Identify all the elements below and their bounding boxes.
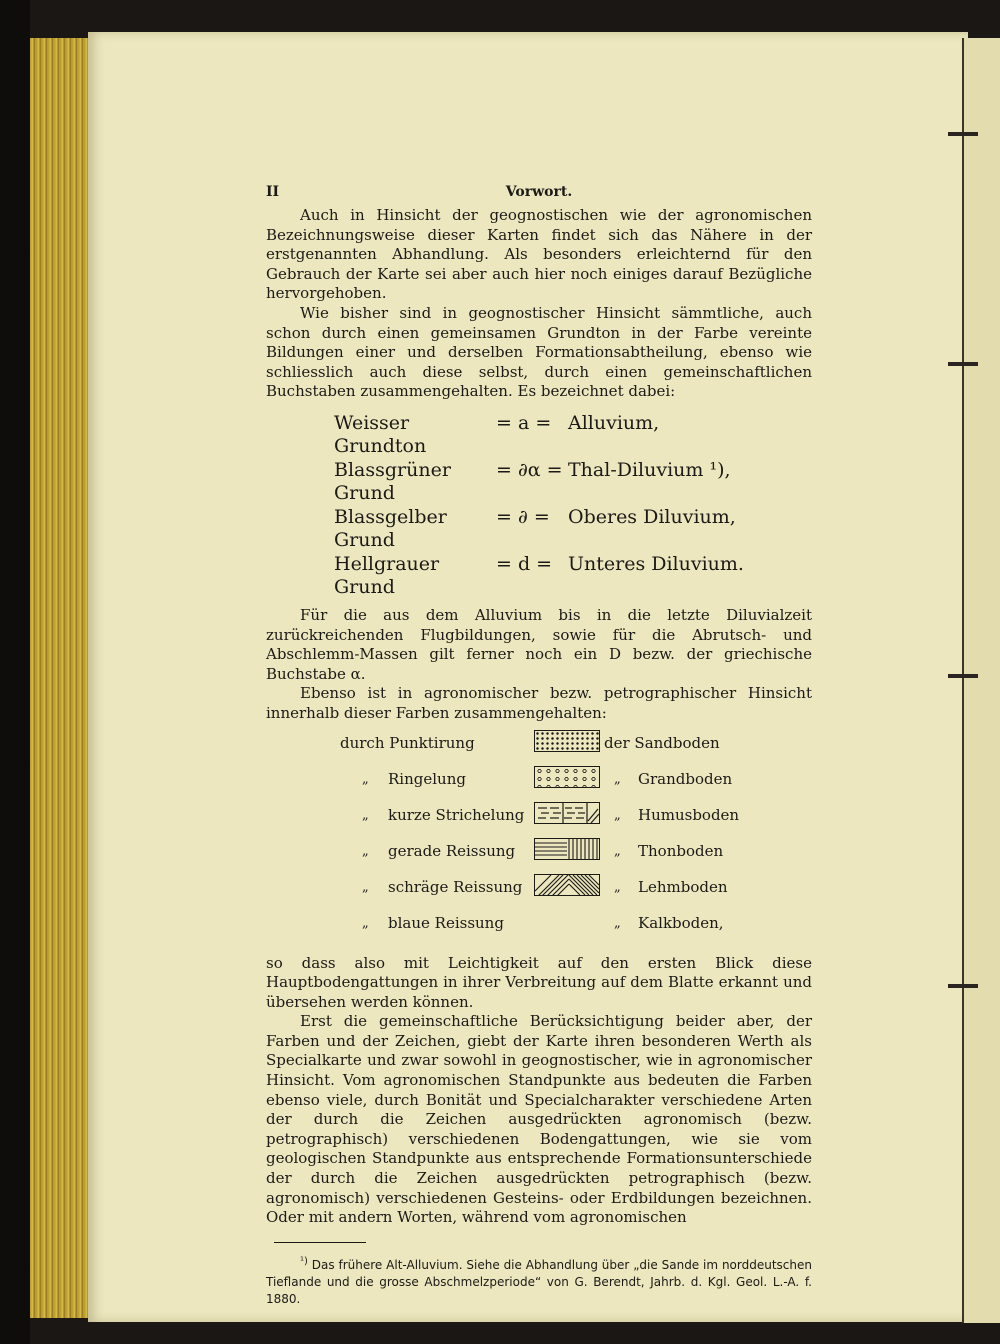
formation-name: Oberes Diluvium,	[568, 505, 736, 528]
formation-row	[334, 459, 812, 506]
page-title: Vorwort.	[505, 184, 573, 200]
next-page-edge	[962, 38, 1000, 1323]
footnote	[266, 1253, 812, 1308]
formation-row	[334, 412, 812, 459]
ditto-mark: „	[362, 843, 369, 859]
legend-row	[266, 730, 812, 766]
oblique-hatch-swatch	[534, 874, 600, 896]
soil-legend	[266, 730, 812, 946]
footnote-marker: ¹)	[300, 1255, 308, 1267]
legend-row	[266, 874, 812, 910]
ditto-mark: „	[614, 843, 621, 859]
ditto-mark: „	[614, 879, 621, 895]
running-header	[266, 180, 812, 206]
dash-pattern-swatch	[534, 802, 600, 824]
legend-label: kurze Strichelung	[388, 805, 525, 824]
ditto-mark: „	[362, 915, 369, 931]
ditto-mark: „	[362, 879, 369, 895]
formation-color: Weisser Grundton	[334, 411, 427, 458]
book-spine-edge	[0, 0, 30, 1344]
page-edges	[30, 38, 92, 1318]
legend-result: Humusboden	[638, 805, 740, 824]
formation-symbol: = d =	[496, 552, 553, 575]
page-tab-mark	[948, 132, 978, 136]
legend-row	[266, 838, 812, 874]
legend-result: der Sandboden	[604, 733, 720, 752]
formation-color: Hellgrauer Grund	[334, 552, 440, 599]
footnote-divider	[274, 1242, 366, 1243]
formation-name: Alluvium,	[568, 411, 660, 434]
paragraph: so dass also mit Leichtigkeit auf den ersten Blick diese Hauptbodengattungen in ihrer Verbreitung auf dem Blatte erkannt und übersehen werden können.	[266, 953, 812, 1011]
formation-name: Thal-Diluvium ¹),	[568, 458, 731, 481]
page-tab-mark	[948, 984, 978, 988]
legend-label: Ringelung	[388, 769, 466, 788]
formation-symbol: = ∂α =	[496, 458, 563, 481]
legend-label: schräge Reissung	[388, 877, 523, 896]
paragraph: Auch in Hinsicht der geognostischen wie der agronomischen Bezeichnungsweise dieser Karten findet sich das Nähere in der erstgenannten Abhandlung. Als besonders erleichternd für den Gebrauch der Karte sei aber auch hier noch einiges darauf Bezügliche hervorgehoben.	[266, 206, 812, 303]
formation-color: Blassgrüner Grund	[334, 458, 451, 505]
ditto-mark: „	[614, 807, 621, 823]
legend-result: Lehmboden	[638, 877, 728, 896]
paragraph: Ebenso ist in agronomischer bezw. petrographischer Hinsicht innerhalb dieser Farben zusammengehalten:	[266, 684, 812, 722]
legend-row	[266, 802, 812, 838]
legend-row	[266, 910, 812, 946]
ditto-mark: „	[362, 771, 369, 787]
formation-row	[334, 506, 812, 553]
legend-result: Thonboden	[638, 841, 724, 860]
formation-color: Blassgelber Grund	[334, 505, 447, 552]
legend-result: Kalkboden,	[638, 913, 724, 932]
formation-row	[334, 553, 812, 600]
paragraph: Erst die gemeinschaftliche Berücksichtigung beider aber, der Farben und der Zeichen, giebt der Karte ihren besonderen Werth als Specialkarte und zwar sowohl in geognostischer, wie in agronomischer Hinsicht. Vom agronomischen Standpunkte aus bedeuten die Farben ebenso viele, durch Bonität und Specialcharakter verschiedene Arten der durch die Zeichen ausgedrückten agronomisch (bezw. petrographisch) verschiedenen Bodengattungen, wie sie vom geologischen Standpunkte aus entsprechende Formationsunterschiede der durch die Zeichen ausgedrückten petrographisch (bezw. agronomisch) verschiedenen Gesteins- oder Erdbildungen bezeichnen. Oder mit andern Worten, während vom agronomischen	[266, 1012, 812, 1227]
legend-row	[266, 766, 812, 802]
formation-symbol: = ∂ =	[496, 505, 550, 528]
ditto-mark: „	[614, 915, 621, 931]
dotted-pattern-swatch	[534, 730, 600, 752]
footnote-text: Das frühere Alt-Alluvium. Siehe die Abhandlung über „die Sande im norddeutschen Tieflande und die grosse Abschmelzperiode“ von G. Berendt, Jahrb. d. Kgl. Geol. L.-A. f. 1880.	[266, 1257, 812, 1306]
page-tab-mark	[948, 674, 978, 678]
ring-pattern-swatch	[534, 766, 600, 788]
legend-label: blaue Reissung	[388, 913, 504, 932]
ditto-mark: „	[362, 807, 369, 823]
straight-hatch-swatch	[534, 838, 600, 860]
ditto-mark: „	[614, 771, 621, 787]
legend-label: durch Punktirung	[340, 733, 475, 752]
paragraph: Für die aus dem Alluvium bis in die letzte Diluvialzeit zurückreichenden Flugbildungen, sowie für die Abrutsch- und Abschlemm-Massen gilt ferner noch ein D bezw. der griechische Buchstabe α.	[266, 605, 812, 683]
formation-key	[334, 412, 812, 600]
legend-label: gerade Reissung	[388, 841, 516, 860]
page-number: II	[266, 184, 280, 200]
legend-result: Grandboden	[638, 769, 733, 788]
formation-name: Unteres Diluvium.	[568, 552, 744, 575]
page-content	[266, 180, 812, 1308]
formation-symbol: = a =	[496, 411, 552, 434]
page-tab-mark	[948, 362, 978, 366]
paragraph: Wie bisher sind in geognostischer Hinsicht sämmtliche, auch schon durch einen gemeinsamen Grundton in der Farbe vereinte Bildungen einer und derselben Formationsabtheilung, ebenso wie schliesslich auch diese selbst, durch einen gemeinschaftlichen Buchstaben zusammengehalten. Es bezeichnet dabei:	[266, 303, 812, 401]
